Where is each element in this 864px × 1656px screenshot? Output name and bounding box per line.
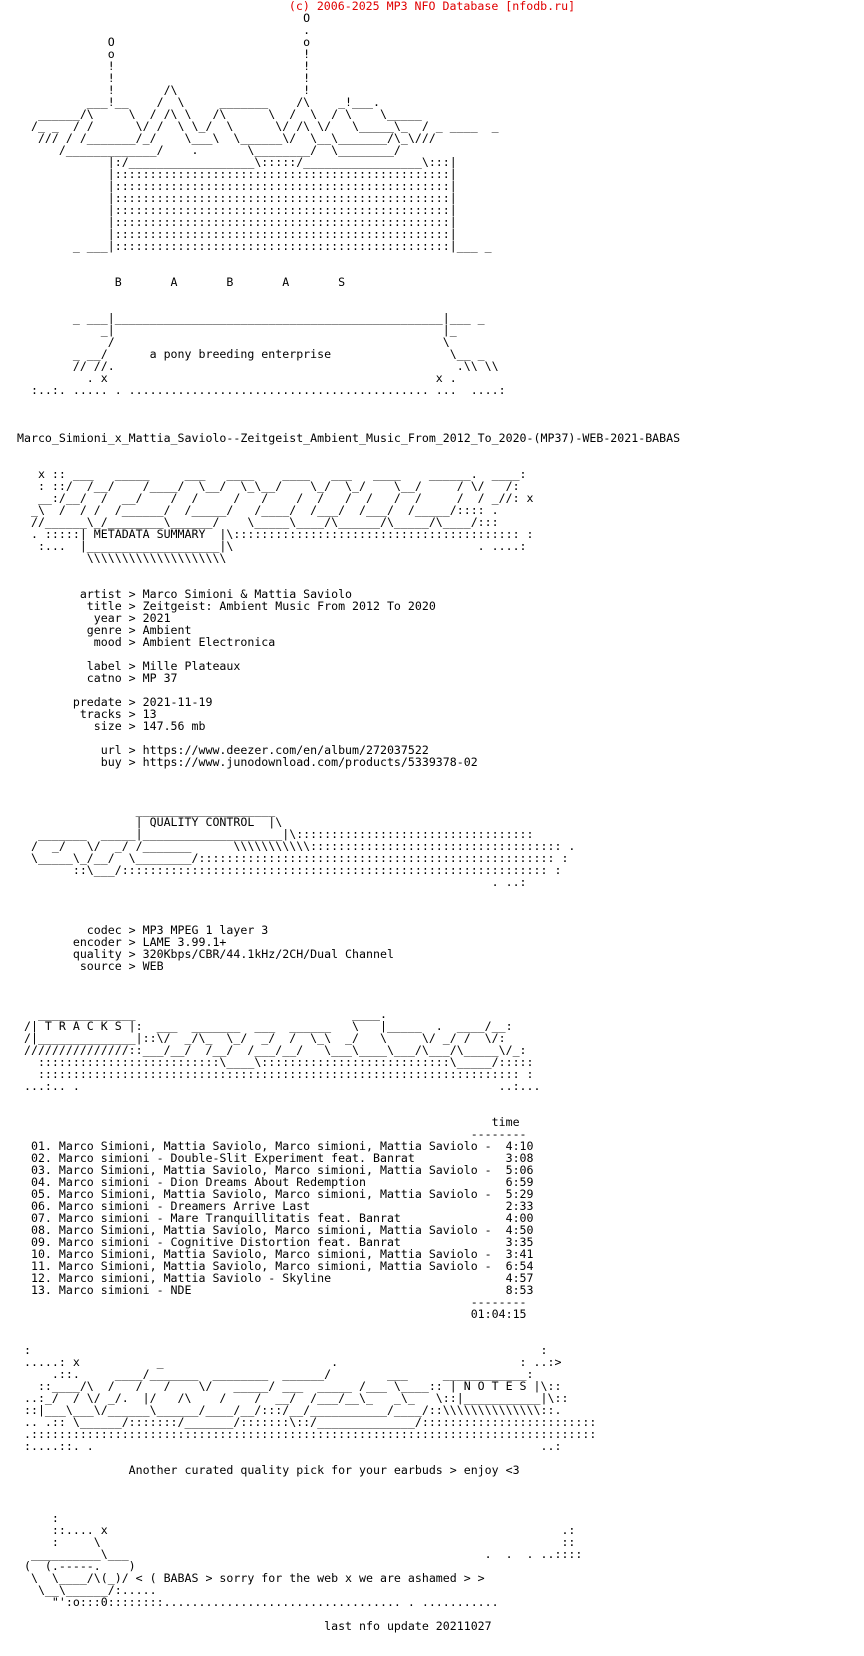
nfo-line: ! ! [17, 71, 311, 85]
nfo-line: ! ! [17, 59, 311, 73]
nfo-line [17, 408, 680, 420]
nfo-line: buy > https://www.junodownload.com/products/5339378-02 [17, 755, 478, 769]
nfo-line [17, 1500, 680, 1512]
nfo-line: O o [17, 35, 311, 49]
nfo-line: //______\_/________\______/ \_____\____/\______/\_____/\____/::: [17, 515, 499, 529]
nfo-line: .....: x _ . : ..:> [17, 1355, 562, 1369]
nfo-line: // //. .\\ \\ [17, 359, 499, 373]
nfo-line: tracks > 13 [17, 707, 157, 721]
nfo-line: Another curated quality pick for your earbuds > enjoy <3 [17, 1463, 520, 1477]
nfo-line: . x x . [17, 371, 457, 385]
nfo-line: /// / /_______/_/ \___\ \______\/ \__\_______/\_\/// [17, 131, 436, 145]
nfo-line [17, 1476, 680, 1488]
nfo-line: .::. ____/_______ ________ ______/ ___ ____________: [17, 1367, 534, 1381]
nfo-line: /| T R A C K S |: ___ _______ ___ ______ \ |_____ . ____/__: [17, 1019, 513, 1033]
nfo-line: "':o:::0::::::::.................................. . ........... [17, 1595, 499, 1609]
nfo-line: _ ___|::::::::::::::::::::::::::::::::::::::::::::::::|___ _ [17, 239, 492, 253]
nfo-line: :... |___________________|\ . ....: [17, 539, 527, 553]
nfo-line [17, 984, 680, 996]
nfo-line: B A B A S [17, 275, 346, 289]
nfo-text-block [17, 12, 680, 1632]
nfo-line: Marco_Simioni_x_Mattia_Saviolo--Zeitgeist_Ambient_Music_From_2012_To_2020-(MP37)-WEB-2021-BABAS [17, 431, 681, 445]
nfo-line: |::::::::::::::::::::::::::::::::::::::::::::::::| [17, 179, 457, 193]
nfo-line: | QUALITY CONTROL |\ [17, 815, 283, 829]
nfo-line: last nfo update 20211027 [17, 1619, 492, 1633]
nfo-line [17, 900, 680, 912]
nfo-line: source > WEB [17, 959, 164, 973]
site-copyright-header: (c) 2006-2025 MP3 NFO Database [nfodb.ru] [288, 0, 576, 13]
nfo-line: 12. Marco simioni, Mattia Saviolo - Skyline 4:57 [17, 1271, 534, 1285]
nfo-line: quality > 320Kbps/CBR/44.1kHz/2CH/Dual Channel [17, 947, 394, 961]
nfo-line: :..:. ..... . ........................................... ... ....: [17, 383, 506, 397]
nfo-line: _______ _____|____________________|\:::::::::::::::::::::::::::::::::: [17, 827, 534, 841]
nfo-line: |::::::::::::::::::::::::::::::::::::::::::::::::| [17, 227, 457, 241]
nfo-line: /|______________|::\/ _/\_ \_/ _/ / \_\ _/ \ \/ _/ / \/: [17, 1031, 506, 1045]
nfo-line: ..:_/ / \/ _/. |/ /\ / / __/ /___/__\_ _\_ \::|___________|\:: [17, 1391, 569, 1405]
nfo-line: \\\\\\\\\\\\\\\\\\\\ [17, 551, 227, 565]
nfo-line: artist > Marco Simioni & Mattia Saviolo [17, 587, 353, 601]
nfo-line: -------- [17, 1295, 527, 1309]
nfo-line: |::::::::::::::::::::::::::::::::::::::::::::::::| [17, 191, 457, 205]
nfo-line: codec > MP3 MPEG 1 layer 3 [17, 923, 269, 937]
nfo-line: ///////////////::___/__/ /__/ /___/__/ \___\____\___/\___/\_____\/_: [17, 1043, 527, 1057]
nfo-line: ___!__ / \ _______ /\ _!___. [17, 95, 380, 109]
nfo-line: ! /\ ! [17, 83, 311, 97]
nfo-line: ::::::::::::::::::::::::::\____\:::::::::::::::::::::::::::\_____/::::: [17, 1055, 534, 1069]
nfo-line: |::::::::::::::::::::::::::::::::::::::::::::::::| [17, 215, 457, 229]
nfo-line: ( (.-----. ) [17, 1559, 136, 1573]
nfo-line: . :::::| METADATA SUMMARY |\::::::::::::::::::::::::::::::::::::::::: : [17, 527, 534, 541]
nfo-line: year > 2021 [17, 611, 171, 625]
nfo-line: /_____________/ . \________/ \________/ [17, 143, 401, 157]
nfo-line: / _/ \/ _/ /_______ \\\\\\\\\\\:::::::::::::::::::::::::::::::::::: . [17, 839, 576, 853]
nfo-line [17, 768, 680, 780]
nfo-line: \__\______/:..... [17, 1583, 157, 1597]
nfo-line [17, 780, 680, 792]
nfo-line: ::::::::::::::::::::::::::::::::::::::::::::::::::::::::::::::::::::: : [17, 1067, 534, 1081]
nfo-line [17, 1488, 680, 1500]
nfo-line: |::::::::::::::::::::::::::::::::::::::::::::::::| [17, 167, 457, 181]
nfo-line: _\ / / / /______/ /_____/ /____/ /___/ /___/ /_____/:::: . [17, 503, 499, 517]
nfo-line: |:/__________________\:::::/_________________\:::| [17, 155, 457, 169]
nfo-line: |::::::::::::::::::::::::::::::::::::::::::::::::| [17, 203, 457, 217]
nfo-line: _ __/ a pony breeding enterprise \__ _ [17, 347, 485, 361]
nfo-line [17, 396, 680, 408]
nfo-line: \_____\_/__/ \________/::::::::::::::::::::::::::::::::::::::::::::::::::: : [17, 851, 569, 865]
nfo-line [17, 972, 680, 984]
nfo-line: \ \____/\(_)/ < ( BABAS > sorry for the web x we are ashamed > > [17, 1571, 485, 1585]
nfo-line: ______/\ \ / /\ \ /\ \ / \ / \ \_____ [17, 107, 422, 121]
nfo-line: label > Mille Plateaux [17, 659, 241, 673]
nfo-line [17, 1092, 680, 1104]
nfo-line: genre > Ambient [17, 623, 192, 637]
nfo-line: :....::. . ..: [17, 1439, 562, 1453]
nfo-line: 06. Marco simioni - Dreamers Arrive Last 2:33 [17, 1199, 534, 1213]
nfo-line: time [17, 1115, 520, 1129]
nfo-line: / \ [17, 335, 450, 349]
nfo-line: 01. Marco Simioni, Mattia Saviolo, Marco simioni, Mattia Saviolo - 4:10 [17, 1139, 534, 1153]
nfo-line: predate > 2021-11-19 [17, 695, 213, 709]
nfo-line: 11. Marco Simioni, Mattia Saviolo, Marco simioni, Mattia Saviolo - 6:54 [17, 1259, 534, 1273]
nfo-line: encoder > LAME 3.99.1+ [17, 935, 227, 949]
nfo-line: .. .:: \______/:::::::/_______/:::::::\::/______________/::::::::::::::::::::::::: [17, 1415, 597, 1429]
nfo-line: : : [17, 1343, 548, 1357]
nfo-line: url > https://www.deezer.com/en/album/272037522 [17, 743, 429, 757]
nfo-line: x :: ___ _____ ___ ____ ____ ___ ____ ______. ____: [17, 467, 527, 481]
nfo-line: .::::::::::::::::::::::::::::::::::::::::::::::::::::::::::::::::::::::::::::::::: [17, 1427, 597, 1441]
nfo-line: . ..: [17, 875, 527, 889]
nfo-line: ____________________ [17, 803, 276, 817]
nfo-line: O [17, 11, 311, 25]
nfo-line: _ ___|_______________________________________________|___ _ [17, 311, 485, 325]
nfo-line: ::____/\ / / / \/ _____/ ___ _____ /___ \____:: | N O T E S |\:: [17, 1379, 562, 1393]
nfo-line: title > Zeitgeist: Ambient Music From 2012 To 2020 [17, 599, 436, 613]
nfo-line: : ::/ /__/ /____/ \__/ \_\__/ \_/ \_/ \__/ / \/ /: [17, 479, 520, 493]
nfo-line: 02. Marco simioni - Double-Slit Experiment feat. Banrat 3:08 [17, 1151, 534, 1165]
nfo-line: 04. Marco simioni - Dion Dreams About Redemption 6:59 [17, 1175, 534, 1189]
nfo-line: 05. Marco Simioni, Mattia Saviolo, Marco simioni, Mattia Saviolo - 5:29 [17, 1187, 534, 1201]
nfo-line: ::.... x .: [17, 1523, 576, 1537]
nfo-line: o ! [17, 47, 311, 61]
nfo-line: 13. Marco simioni - NDE 8:53 [17, 1283, 534, 1297]
nfo-line: : \ :: [17, 1535, 576, 1549]
nfo-line: -------- [17, 1127, 527, 1141]
nfo-line: _| |_ [17, 323, 457, 337]
nfo-line: 10. Marco Simioni, Mattia Saviolo, Marco simioni, Mattia Saviolo - 3:41 [17, 1247, 534, 1261]
nfo-line: . [17, 23, 311, 37]
nfo-line [17, 444, 680, 456]
nfo-line: __:/__/ / __/ / / / / / / / / / / / / _//: x [17, 491, 534, 505]
nfo-line: ::|___\___\/______\______/____/__/:::/__/___________/____/::\\\\\\\\\\\\\\::. [17, 1403, 562, 1417]
nfo-line [17, 1320, 680, 1332]
nfo-line: 09. Marco simioni - Cognitive Distortion feat. Banrat 3:35 [17, 1235, 534, 1249]
nfo-line: 01:04:15 [17, 1307, 527, 1321]
nfo-line: 08. Marco Simioni, Mattia Saviolo, Marco simioni, Mattia Saviolo - 4:50 [17, 1223, 534, 1237]
nfo-line [17, 288, 680, 300]
nfo-line: 07. Marco simioni - Mare Tranquillitatis feat. Banrat 4:00 [17, 1211, 534, 1225]
nfo-line: ______________ ____. [17, 1007, 387, 1021]
nfo-line: 03. Marco Simioni, Mattia Saviolo, Marco simioni, Mattia Saviolo - 5:06 [17, 1163, 534, 1177]
nfo-line: catno > MP 37 [17, 671, 178, 685]
nfo-line: ...:.. . ..:... [17, 1079, 541, 1093]
nfo-line: __________\___ . . . ..:::: [17, 1547, 583, 1561]
nfo-line: ::\___/::::::::::::::::::::::::::::::::::::::::::::::::::::::::::::: : [17, 863, 562, 877]
nfo-line [17, 888, 680, 900]
nfo-line: /_ _ / / \/ / \ \_/ \ \/ /\ \/ \_____\_ / _ ____ _ [17, 119, 499, 133]
nfo-line [17, 252, 680, 264]
nfo-line: size > 147.56 mb [17, 719, 206, 733]
nfo-line: : [17, 1511, 59, 1525]
nfo-line: mood > Ambient Electronica [17, 635, 276, 649]
nfo-line [17, 564, 680, 576]
